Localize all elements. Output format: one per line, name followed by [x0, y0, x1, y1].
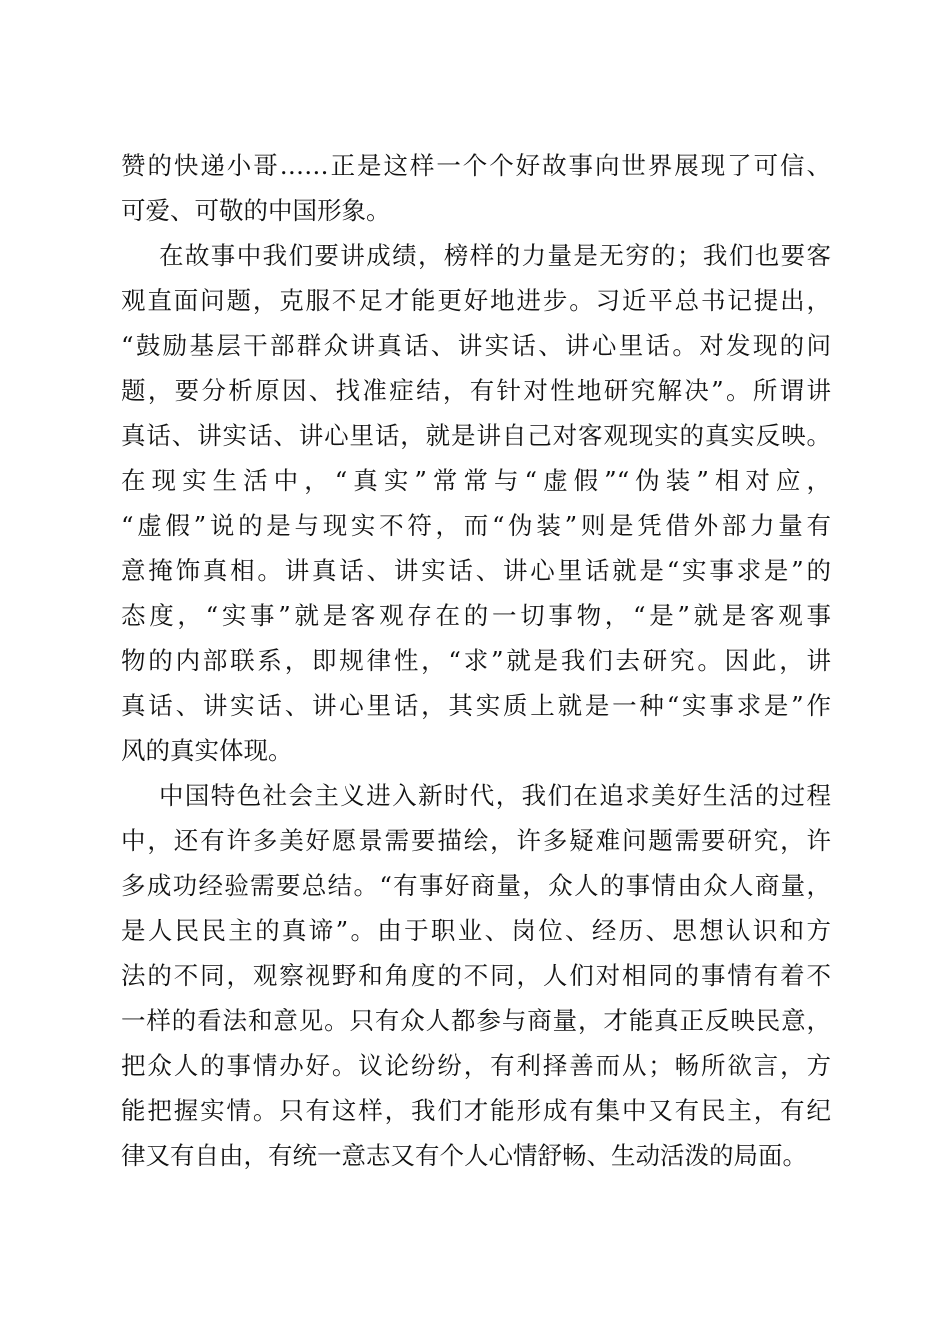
- text-line: 多成功经验需要总结。“有事好商量，众人的事情由众人商量，: [121, 871, 831, 900]
- text-line: 风的真实体现。: [121, 736, 293, 765]
- text-line: 态度，“实事”就是客观存在的一切事物，“是”就是客观事: [121, 601, 831, 630]
- text-line: 可爱、可敬的中国形象。: [121, 196, 391, 225]
- text-line: 中国特色社会主义进入新时代，我们在追求美好生活的过程: [159, 781, 831, 810]
- body-text: [121, 143, 831, 1178]
- text-line: 是人民民主的真谛”。由于职业、岗位、经历、思想认识和方: [121, 916, 831, 945]
- text-line: 真话、讲实话、讲心里话，其实质上就是一种“实事求是”作: [121, 691, 831, 720]
- text-line: 观直面问题，克服不足才能更好地进步。习近平总书记提出，: [121, 286, 831, 315]
- text-line: 在现实生活中，“真实”常常与“虚假”“伪装”相对应，: [121, 466, 831, 495]
- text-line: 律又有自由，有统一意志又有个人心情舒畅、生动活泼的局面。: [121, 1141, 807, 1170]
- text-line: 一样的看法和意见。只有众人都参与商量，才能真正反映民意，: [121, 1006, 831, 1035]
- text-line: 能把握实情。只有这样，我们才能形成有集中又有民主，有纪: [121, 1096, 831, 1125]
- paragraph-1: [121, 143, 831, 233]
- text-line: 中，还有许多美好愿景需要描绘，许多疑难问题需要研究，许: [121, 826, 831, 855]
- text-line: 把众人的事情办好。议论纷纷，有利择善而从；畅所欲言，方: [121, 1051, 831, 1080]
- text-line: 意掩饰真相。讲真话、讲实话、讲心里话就是“实事求是”的: [121, 556, 831, 585]
- text-line: 法的不同，观察视野和角度的不同，人们对相同的事情有着不: [121, 961, 831, 990]
- paragraph-3: [121, 773, 831, 1178]
- text-line: 在故事中我们要讲成绩，榜样的力量是无穷的；我们也要客: [159, 241, 831, 270]
- text-line: 赞的快递小哥……正是这样一个个好故事向世界展现了可信、: [121, 151, 831, 180]
- paragraph-2: [121, 233, 831, 773]
- text-line: 真话、讲实话、讲心里话，就是讲自己对客观现实的真实反映。: [121, 421, 831, 450]
- text-line: “虚假”说的是与现实不符，而“伪装”则是凭借外部力量有: [121, 511, 831, 540]
- text-line: 物的内部联系，即规律性，“求”就是我们去研究。因此，讲: [121, 646, 831, 675]
- text-line: 题，要分析原因、找准症结，有针对性地研究解决”。所谓讲: [121, 376, 831, 405]
- text-line: “鼓励基层干部群众讲真话、讲实话、讲心里话。对发现的问: [121, 331, 831, 360]
